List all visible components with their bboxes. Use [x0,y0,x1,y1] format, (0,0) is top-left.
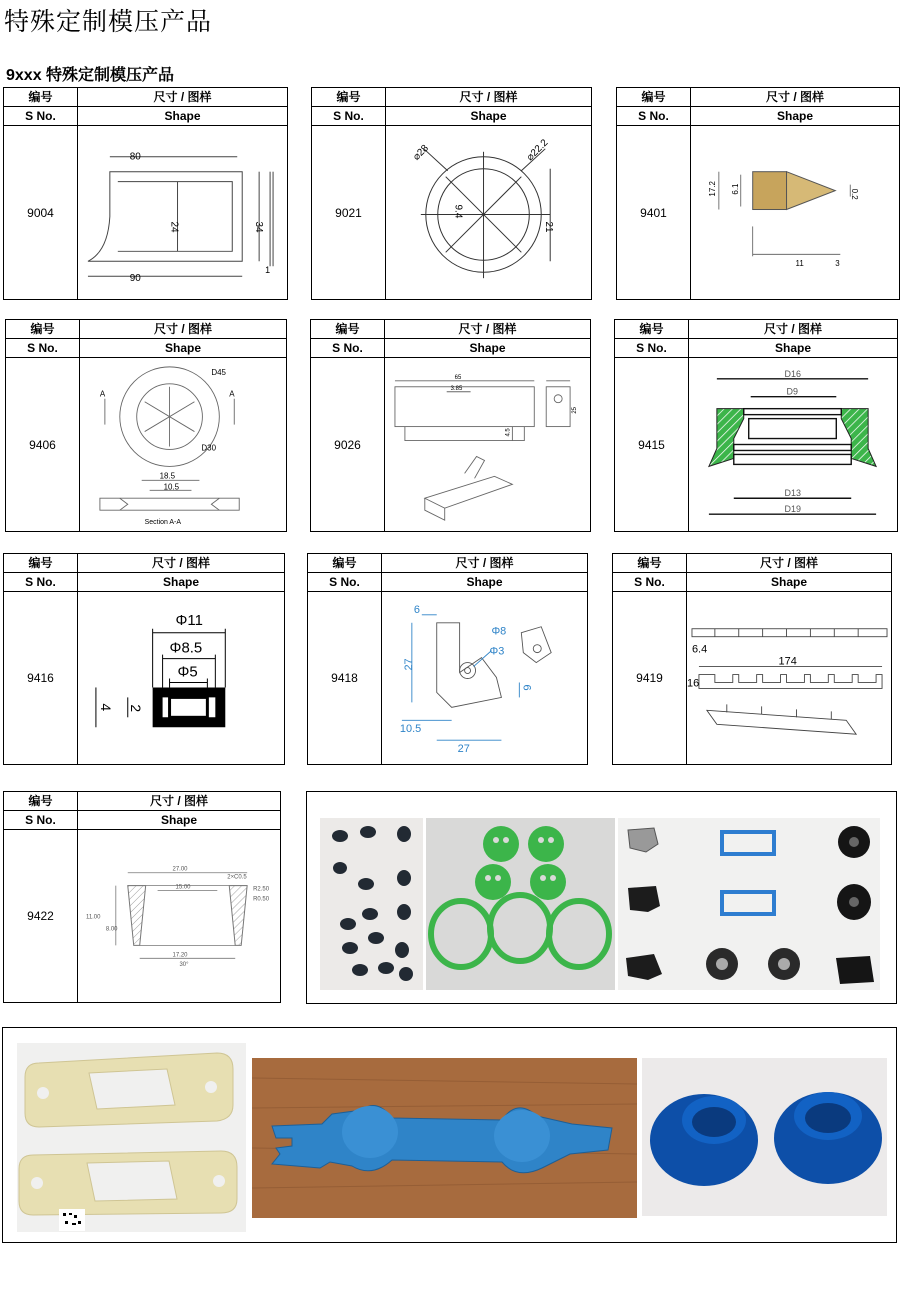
header-shape-cn: 尺寸 / 图样 [458,322,517,336]
dim-label: 34 [253,221,265,233]
header-no-en: S No. [613,573,687,591]
header-shape-cn: 尺寸 / 图样 [765,90,824,104]
part-card-9026 [310,319,591,532]
part-number: 9401 [617,126,691,299]
dim-label: 25 [572,407,579,414]
dim-label: 0.2 [850,188,860,200]
photo-green-rings [426,818,615,990]
dim-label: 21 [543,221,555,233]
dim-label: R2.50 [253,886,270,893]
header-shape-cn: 尺寸 / 图样 [763,322,822,336]
header-shape-en: Shape [164,109,201,123]
header-shape-en: Shape [470,109,507,123]
part-number: 9021 [312,126,386,299]
part-card-9406 [5,319,287,532]
part-card-9416 [3,553,285,765]
header-no-en: S No. [312,107,386,125]
dim-label: 24 [168,221,180,233]
part-card-9418 [307,553,588,765]
part-number: 9406 [6,358,80,531]
drawing-9419 [687,592,891,764]
dim-label: 2 [127,704,144,713]
dim-label: D9 [786,386,798,397]
dim-label: 11.00 [85,914,101,921]
header-no-cn: 编号 [4,554,78,572]
dim-label: 2×C0.5 [227,874,247,881]
part-number: 9419 [613,592,687,764]
drawing-9418 [382,592,587,764]
dim-label: 18.5 [159,471,176,481]
dim-label: Φ3 [489,645,505,658]
dim-label: Φ5 [177,663,198,681]
photo-blue-seal-cups [642,1058,887,1216]
dim-label: 17.20 [172,952,188,959]
header-no-en: S No. [6,339,80,357]
dim-label: ⌀28 [411,142,431,163]
header-shape-cn: 尺寸 / 图样 [455,556,514,570]
dim-label: 3 [835,259,840,269]
header-no-cn: 编号 [4,88,78,106]
dim-label: Φ8 [491,625,507,638]
dim-label: A [99,389,106,399]
drawing-9401 [691,126,899,299]
dim-label: 27 [402,658,415,671]
header-no-en: S No. [4,573,78,591]
photo-blue-molded-part-on-wood [252,1058,637,1218]
dim-label: 80 [129,151,141,163]
header-shape-en: Shape [160,813,197,827]
dim-label: D45 [211,367,226,377]
part-number: 9422 [4,830,78,1002]
header-shape-en: Shape [466,575,503,589]
dim-label: 3.85 [450,385,463,392]
header-no-cn: 编号 [613,554,687,572]
dim-label: D19 [784,504,801,515]
header-no-en: S No. [617,107,691,125]
part-card-9004 [3,87,288,300]
part-card-9401 [616,87,900,300]
header-no-cn: 编号 [615,320,689,338]
header-no-en: S No. [308,573,382,591]
dim-label: 8.00 [105,926,118,933]
header-shape-cn: 尺寸 / 图样 [153,322,212,336]
dim-label: 6.4 [691,643,708,656]
header-shape-cn: 尺寸 / 图样 [151,556,210,570]
dim-label: 4.5 [505,428,512,437]
dim-label: A [229,389,235,399]
dim-label: 30° [179,962,189,969]
dim-label: D30 [201,443,217,453]
dim-label: 4 [97,703,114,712]
part-number: 9416 [4,592,78,764]
drawing-9416 [78,592,284,764]
dim-label: 10.5 [399,723,422,736]
dim-label: R0.50 [253,896,270,903]
header-no-cn: 编号 [6,320,80,338]
header-no-en: S No. [615,339,689,357]
drawing-9004 [78,126,287,299]
header-shape-cn: 尺寸 / 图样 [459,90,518,104]
header-no-en: S No. [311,339,385,357]
dim-label: Φ8.5 [169,639,203,657]
dim-label: Section A-A [144,519,182,527]
header-shape-en: Shape [162,575,199,589]
header-shape-cn: 尺寸 / 图样 [153,90,212,104]
dim-label: 90 [129,273,141,285]
dim-label: 6 [413,603,420,616]
part-number: 9418 [308,592,382,764]
part-card-9422 [3,791,281,1003]
part-number: 9026 [311,358,385,531]
header-no-cn: 编号 [312,88,386,106]
part-card-9419 [612,553,892,765]
page-title: 特殊定制模压产品 [4,8,213,36]
dim-label: 16 [687,677,700,690]
header-shape-en: Shape [776,109,813,123]
dim-label: 6.1 [730,183,740,195]
photo-gasket-plates [17,1043,246,1232]
dim-label: 174 [778,655,797,668]
drawing-9021 [386,126,591,299]
dim-label: 11 [795,259,804,269]
header-no-en: S No. [4,811,78,829]
dim-label: 6 [520,684,533,691]
dim-label: Φ11 [175,611,203,629]
drawing-9026 [385,358,590,531]
part-number: 9004 [4,126,78,299]
part-card-9415 [614,319,898,532]
dim-label: D13 [784,488,801,499]
header-no-cn: 编号 [617,88,691,106]
header-no-en: S No. [4,107,78,125]
header-no-cn: 编号 [4,792,78,810]
header-shape-cn: 尺寸 / 图样 [149,794,208,808]
part-card-9021 [311,87,592,300]
part-number: 9415 [615,358,689,531]
header-no-cn: 编号 [311,320,385,338]
drawing-9415 [689,358,897,531]
photo-black-rubber-plugs [320,818,423,990]
drawing-9406 [80,358,286,531]
section-title: 9xxx 特殊定制模压产品 [6,67,175,84]
dim-label: 27.00 [172,866,188,873]
dim-label: 17.2 [707,181,717,197]
drawing-9422 [78,830,280,1002]
dim-label: 15.00 [175,884,191,891]
dim-label: 27 [457,743,470,756]
header-shape-en: Shape [774,341,811,355]
dim-label: D16 [784,368,801,379]
dim-label: 65 [454,374,462,381]
photo-mixed-parts [618,818,880,990]
header-shape-en: Shape [469,341,506,355]
header-shape-cn: 尺寸 / 图样 [759,556,818,570]
header-shape-en: Shape [164,341,201,355]
header-shape-en: Shape [770,575,807,589]
dim-label: 1 [265,265,271,276]
dim-label: ⌀22.2 [524,137,551,164]
header-no-cn: 编号 [308,554,382,572]
dim-label: 9.4 [452,204,464,219]
dim-label: 10.5 [163,482,180,492]
